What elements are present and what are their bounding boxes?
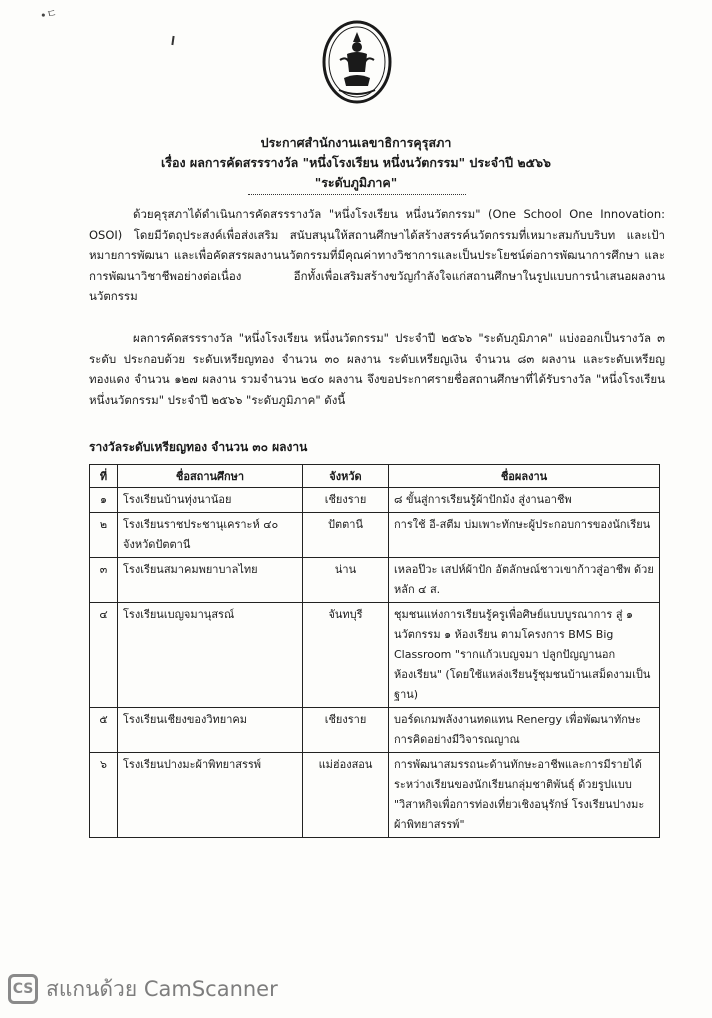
table-header-row: [90, 465, 660, 488]
header-no: ที่: [90, 465, 118, 488]
intro-paragraph: ด้วยคุรุสภาได้ดำเนินการคัดสรรรางวัล "หนึ่งโรงเรียน หนึ่งนวัตกรรม" (One School One Innovation: OSOI) โดยมีวัตถุประสงค์เพื่อส่งเสริม สนับสนุนให้สถานศึกษาได้สร้างสรรค์นวัตกรรมที่เหมาะสมกับบริบท และเป้าหมายการพัฒนา และเพื่อคัดสรรผลงานนวัตกรรมที่มีคุณค่าทางวิชาการและเป็นประโยชน์ต่อการพัฒนาการศึกษา และการพัฒนาวิชาชีพอย่างต่อเนื่อง อีกทั้งเพื่อเสริมสร้างขวัญกำลังใจแก่สถานศึกษาในรูปแบบการนำเสนอผลงานนวัตกรรม: [89, 207, 665, 303]
table-row: [90, 708, 660, 753]
watermark-text: สแกนด้วย CamScanner: [46, 976, 278, 1001]
results-paragraph: ผลการคัดสรรรางวัล "หนึ่งโรงเรียน หนึ่งนวัตกรรม" ประจำปี ๒๕๖๖ "ระดับภูมิภาค" แบ่งออกเป็นรางวัล ๓ ระดับ ประกอบด้วย ระดับเหรียญทอง จำนวน ๓๐ ผลงาน ระดับเหรียญเงิน จำนวน ๘๓ ผลงาน และระดับเหรียญทองแดง จำนวน ๑๒๗ ผลงาน รวมจำนวน ๒๔๐ ผลงาน จึงขอประกาศรายชื่อสถานศึกษาที่ได้รับรางวัล "หนึ่งโรงเรียน หนึ่งนวัตกรรม" ประจำปี ๒๕๖๖ "ระดับภูมิภาค" ดังนี้: [89, 331, 665, 407]
row-school: โรงเรียนสมาคมพยาบาลไทย: [118, 558, 303, 603]
row-no: ๑: [90, 488, 118, 513]
row-school: โรงเรียนบ้านทุ่งนาน้อย: [118, 488, 303, 513]
header-work: ชื่อผลงาน: [389, 465, 660, 488]
camscanner-watermark: [8, 972, 278, 1006]
row-no: ๖: [90, 753, 118, 838]
row-no: ๕: [90, 708, 118, 753]
header-province: จังหวัด: [303, 465, 389, 488]
row-work: การพัฒนาสมรรถนะด้านทักษะอาชีพและการมีรายได้ระหว่างเรียนของนักเรียนกลุ่มชาติพันธุ์ ด้วยรูปแบบ "วิสาหกิจเพื่อการท่องเที่ยวเชิงอนุรักษ์ โรงเรียนปางมะผ้าพิทยาสรรพ์": [389, 753, 660, 838]
pen-tick-mark: [171, 36, 174, 45]
row-no: ๔: [90, 603, 118, 708]
row-no: ๒: [90, 513, 118, 558]
row-province: เชียงราย: [303, 488, 389, 513]
table-row: [90, 753, 660, 838]
row-work: ชุมชนแห่งการเรียนรู้ครูเพื่อศิษย์แบบบูรณาการ สู่ ๑ นวัตกรรม ๑ ห้องเรียน ตามโครงการ BMS Big Classroom "รากแก้วเบญจมา ปลูกปัญญานอกห้องเรียน" (โดยใช้แหล่งเรียนรู้ชุมชนบ้านเสม็ดงามเป็นฐาน): [389, 603, 660, 708]
announcement-level: "ระดับภูมิภาค": [314, 175, 398, 190]
table-row: [90, 558, 660, 603]
table-row: [90, 603, 660, 708]
camscanner-logo-icon: CS: [8, 974, 38, 1004]
row-work: เหลอป๊วะ เสปห์ผ้าปัก อัตลักษณ์ชาวเขาก้าวสู่อาชีพ ด้วยหลัก ๔ ส.: [389, 558, 660, 603]
header-school: ชื่อสถานศึกษา: [118, 465, 303, 488]
row-province: เชียงราย: [303, 708, 389, 753]
gold-award-table: [89, 464, 660, 838]
announcement-subject: เรื่อง ผลการคัดสรรรางวัล "หนึ่งโรงเรียน หนึ่งนวัตกรรม" ประจำปี ๒๕๖๖: [160, 155, 551, 170]
row-province: แม่ฮ่องสอน: [303, 753, 389, 838]
row-province: น่าน: [303, 558, 389, 603]
corner-mark: •ㄷ: [38, 6, 59, 23]
row-work: การใช้ อี-สตีม บ่มเพาะทักษะผู้ประกอบการของนักเรียน: [389, 513, 660, 558]
row-school: โรงเรียนเชียงของวิทยาคม: [118, 708, 303, 753]
row-work: บอร์ดเกมพลังงานทดแทน Renergy เพื่อพัฒนาทักษะการคิดอย่างมีวิจารณญาณ: [389, 708, 660, 753]
dotted-separator: [248, 194, 466, 195]
row-province: ปัตตานี: [303, 513, 389, 558]
seal-emblem-icon: [322, 20, 392, 106]
table-row: [90, 513, 660, 558]
row-province: จันทบุรี: [303, 603, 389, 708]
table-row: [90, 488, 660, 513]
announcement-title: ประกาศสำนักงานเลขาธิการคุรุสภา: [260, 135, 452, 150]
section-title: รางวัลระดับเหรียญทอง จำนวน ๓๐ ผลงาน: [89, 440, 308, 454]
row-school: โรงเรียนปางมะผ้าพิทยาสรรพ์: [118, 753, 303, 838]
row-school: โรงเรียนราชประชานุเคราะห์ ๔๐ จังหวัดปัตตานี: [118, 513, 303, 558]
row-school: โรงเรียนเบญจมานุสรณ์: [118, 603, 303, 708]
row-work: ๘ ขั้นสู่การเรียนรู้ผ้าปักม้ง สู่งานอาชีพ: [389, 488, 660, 513]
row-no: ๓: [90, 558, 118, 603]
